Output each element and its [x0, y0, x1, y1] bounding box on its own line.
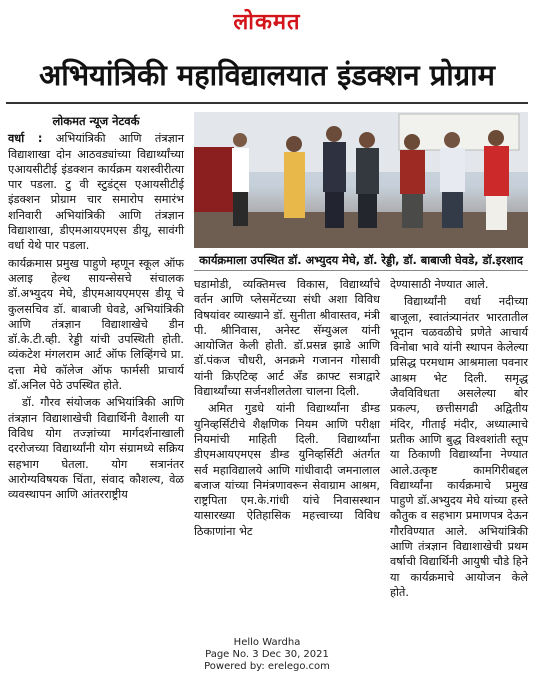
paragraph-3: डॉ. गौरव संयोजक अभियांत्रिकी आणि तंत्रज्ञान विद्याशाखेची विद्यार्थिनी वैशाली या विविध योग तज्ज्ञांच्या मार्गदर्शनाखाली दररोजच्या विद्यार्थ्यांनी योग संग्रामध्ये सक्रिय सहभाग घेतला. योग सत्रानंतर आरोग्यविषयक चिंता, संवाद कौशल्य, वेळ व्यवस्थापन आणि आंतरराष्ट्रीय [8, 396, 184, 502]
article-column-2 [194, 277, 380, 541]
event-photo-illustration [194, 112, 528, 248]
page-footer [0, 637, 534, 673]
paragraph-6: देण्यासाठी नेण्यात आले. [390, 278, 489, 291]
paragraph-1-text: अभियांत्रिकी आणि तंत्रज्ञान विद्याशाखा दोन आठवड्यांच्या विद्यार्थ्यांच्या एआयसीटीई इंडक्शन कार्यक्रम यशस्वीरीत्या पार पडला. टु वी स्टुडंट्स एआयसीटीई इंडक्शन प्रोग्राम चार समारोप समारंभ शनिवारी अभियांत्रिकी आणि तंत्रज्ञान विद्याशाखा, डीएमआयएमएस डीयू, सावंगी वर्धा येथे पार पडला. [8, 132, 184, 253]
paragraph-4: घडामोडी, व्यक्तिमत्त्व विकास, विद्यार्थ्यांचे वर्तन आणि प्लेसमेंटच्या संधी अशा विविध विषयांवर व्याख्याने डॉ. सुनीता श्रीवास्तव, मंत्री पी. श्रीनिवास, अनेस्ट सॅम्युअल यांनी आयोजित केली होती. डॉ.प्रसन्न झाडे आणि डॉ.पंकज चौधरी, अनक्रमे गजानन गोसावी यांनी क्रिएटिव्ह आर्ट ॲंड क्राफ्ट सत्राद्वारे विद्यार्थ्यांच्या सर्जनशीलतेला चालना दिली. [194, 278, 380, 399]
article-column-1 [8, 114, 184, 504]
event-photo [194, 112, 528, 248]
paragraph-2: कार्यक्रमास प्रमुख पाहुणे म्हणून स्कूल ऑफ अलाइ हेल्थ सायन्सेसचे संचालक डॉ.अभ्युदय मेघे, डीएमआयएमएस डीयू चे कुलसचिव डॉ. बाबाजी घेवडे, अभियांत्रिकी आणि तंत्रज्ञान विद्याशाखेचे डीन डॉ.के.टी.व्ही. रेड्डी यांची उपस्थिती होती. व्यंकटेश मंगलराम आर्ट ऑफ लिव्हिंगचे प्रा. दत्ता मेघे कॉलेज ऑफ फार्मसी प्राचार्य डॉ.अनिल पेठे उपस्थित होते. [8, 256, 184, 393]
headline-rule [6, 102, 528, 104]
paragraph-7: विद्यार्थ्यांनी वर्धा नदीच्या बाजूला, स्वातंत्र्यानंतर भारतातील भूदान चळवळीचे प्रणेते आचार्य विनोबा भावे यांनी स्थापन केलेल्या प्रसिद्ध परमधाम आश्रमाला पवनार आश्रम भेट दिली. समृद्ध जैवविविधता असलेल्या बोर प्रकल्प, छत्तीसगढी अद्वितीय मंदिर, गीताई मंदीर, अध्यात्माचे प्रतीक आणि बुद्ध विश्वशांती स्तूप या ठिकाणी विद्यार्थ्यांना नेण्यात आले.उत्कृष्ट कामगिरीबद्दल विद्यार्थ्यांना कार्यक्रमाचे प्रमुख पाहुणे डॉ.अभ्युदय मेघे यांच्या हस्ते कौतुक व सहभाग प्रमाणपत्र देऊन गौरविण्यात आले. अभियांत्रिकी आणि तंत्रज्ञान विद्याशाखेची प्रथम वर्षाची विद्यार्थिनी आयुषी चौडे हिने या कार्यक्रमाचे आयोजन केले होते. [390, 295, 528, 599]
article-column-3 [390, 277, 528, 602]
photo-caption: कार्यक्रमाला उपस्थित डॉ. अभ्युदय मेघे, डॉ. रेड्डी, डॉ. बाबाजी घेवडे, डॉ.इरशाद [194, 250, 528, 271]
footer-page-date: Page No. 3 Dec 30, 2021 [205, 649, 329, 660]
footer-edition: Hello Wardha [233, 637, 301, 648]
paragraph-5: अमित गुडधे यांनी विद्यार्थ्यांना डीम्ड युनिव्हर्सिटीचे शैक्षणिक नियम आणि परीक्षा नियमांची माहिती दिली. विद्यार्थ्यांना डीएमआयएमएस डीम्ड युनिव्हर्सिटी अंतर्गत सर्व महाविद्यालये आणि गांधीवादी जमनालाल बजाज यांच्या निमंत्रणावरून सेवाग्राम आश्रम, राष्ट्रपिता एम.के.गांधी यांचे निवासस्थान यासारख्या ऐतिहासिक महत्त्वाच्या विविध ठिकाणांना भेट [194, 402, 380, 538]
masthead-logo: लोकमत [233, 9, 301, 35]
footer-powered-by: Powered by: erelego.com [204, 661, 330, 672]
paragraph-1 [8, 131, 184, 253]
dateline: वर्धा : [8, 132, 43, 146]
headline: अभियांत्रिकी महाविद्यालयात इंडक्शन प्रोग्राम [39, 58, 495, 92]
byline: लोकमत न्यूज नेटवर्क [52, 114, 140, 128]
